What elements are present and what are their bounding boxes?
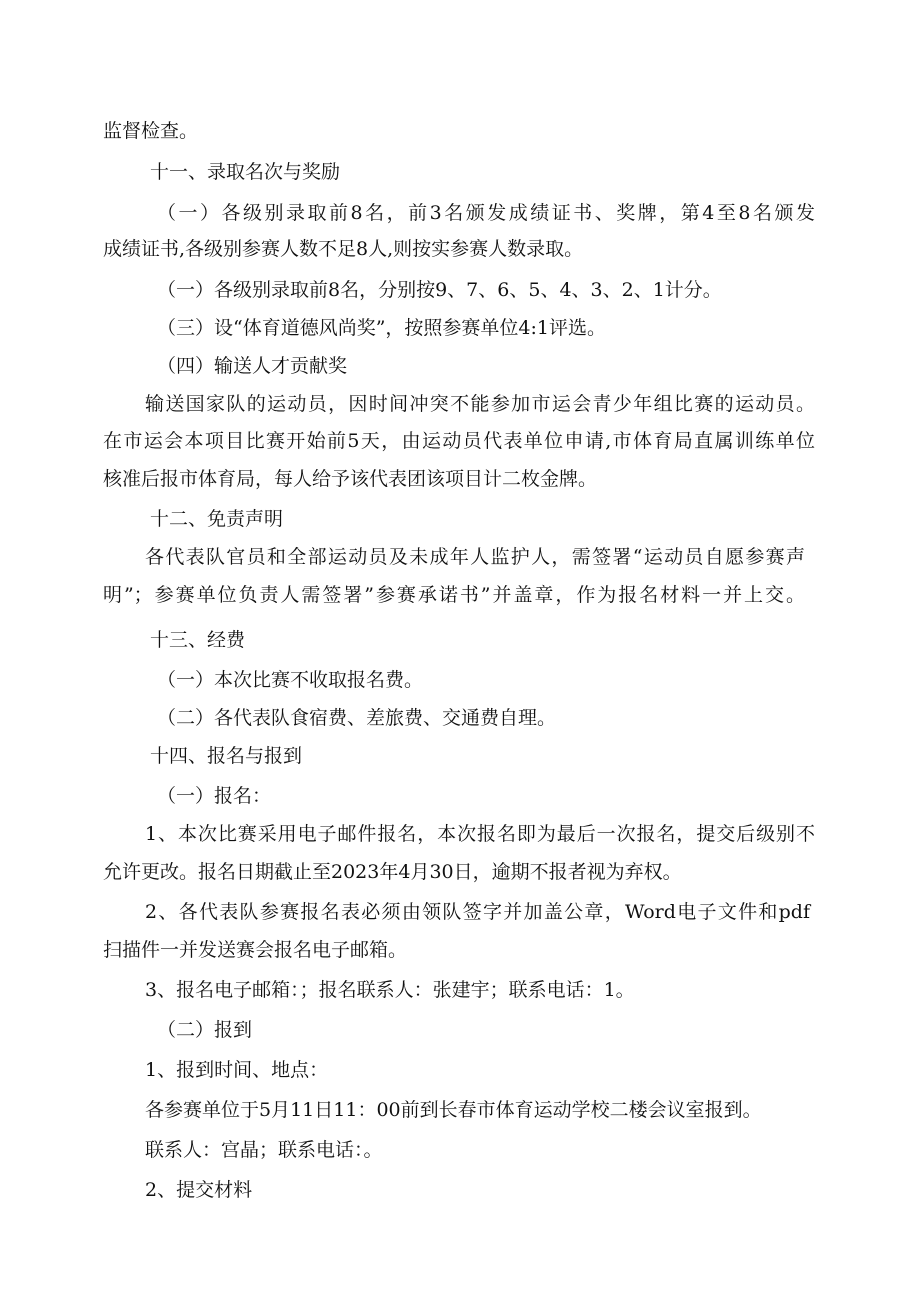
- paragraph-line: 核准后报市体育局，每人给予该代表团该项目计二枚金牌。: [103, 468, 598, 490]
- paragraph-line: （二）各代表队食宿费、差旅费、交通费自理。: [157, 707, 557, 729]
- paragraph-line: 1、本次比赛采用电子邮件报名，本次报名即为最后一次报名，提交后级别不: [145, 823, 815, 845]
- paragraph-line: 允许更改。报名日期截止至2023年4月30日，逾期不报者视为弃权。: [103, 861, 682, 883]
- paragraph-line: 各代表队官员和全部运动员及未成年人监护人，需签署“运动员自愿参赛声: [145, 546, 805, 568]
- paragraph-line: （一）各级别录取前8名，前3名颁发成绩证书、奖牌，第4至8名颁发: [157, 202, 815, 224]
- paragraph-line: 扫描件一并发送赛会报名电子邮箱。: [103, 939, 408, 961]
- paragraph-line: （二）报到: [157, 1019, 253, 1041]
- section-heading-13: 十三、经费: [150, 629, 246, 651]
- paragraph-line: （三）设“体育道德风尚奖”，按照参赛单位4:1评选。: [157, 317, 607, 339]
- paragraph-line: 联系人：宫晶；联系电话：。: [145, 1139, 383, 1161]
- paragraph-line: 成绩证书,各级别参赛人数不足8人,则按实参赛人数录取。: [103, 238, 584, 260]
- paragraph-line: （一）本次比赛不收取报名费。: [157, 669, 424, 691]
- section-heading-14: 十四、报名与报到: [150, 745, 303, 767]
- paragraph-line: 2、提交材料: [145, 1179, 253, 1201]
- paragraph-line: 2、各代表队参赛报名表必须由领队签字并加盖公章，Word电子文件和pdf: [145, 901, 810, 923]
- paragraph-line: 1、报到时间、地点：: [145, 1059, 329, 1081]
- paragraph-line: （一）报名：: [157, 785, 272, 807]
- paragraph-line: 监督检查。: [103, 120, 199, 142]
- paragraph-line: 明”；参赛单位负责人需签署”参赛承诺书”并盖章，作为报名材料一并上交。: [103, 584, 805, 606]
- paragraph-line: 各参赛单位于5月11日11：00前到长春市体育运动学校二楼会议室报到。: [145, 1099, 762, 1121]
- paragraph-line: （一）各级别录取前8名，分别按9、7、6、5、4、3、2、1计分。: [157, 279, 722, 301]
- section-heading-12: 十二、免责声明: [150, 508, 284, 530]
- paragraph-line: 输送国家队的运动员，因时间冲突不能参加市运会青少年组比赛的运动员。: [145, 393, 815, 415]
- section-heading-11: 十一、录取名次与奖励: [150, 161, 341, 183]
- paragraph-line: 3、报名电子邮箱：；报名联系人：张建宇；联系电话：1。: [145, 979, 635, 1001]
- paragraph-line: （四）输送人才贡献奖: [157, 355, 348, 377]
- paragraph-line: 在市运会本项目比赛开始前5天，由运动员代表单位申请,市体育局直属训练单位: [103, 430, 815, 452]
